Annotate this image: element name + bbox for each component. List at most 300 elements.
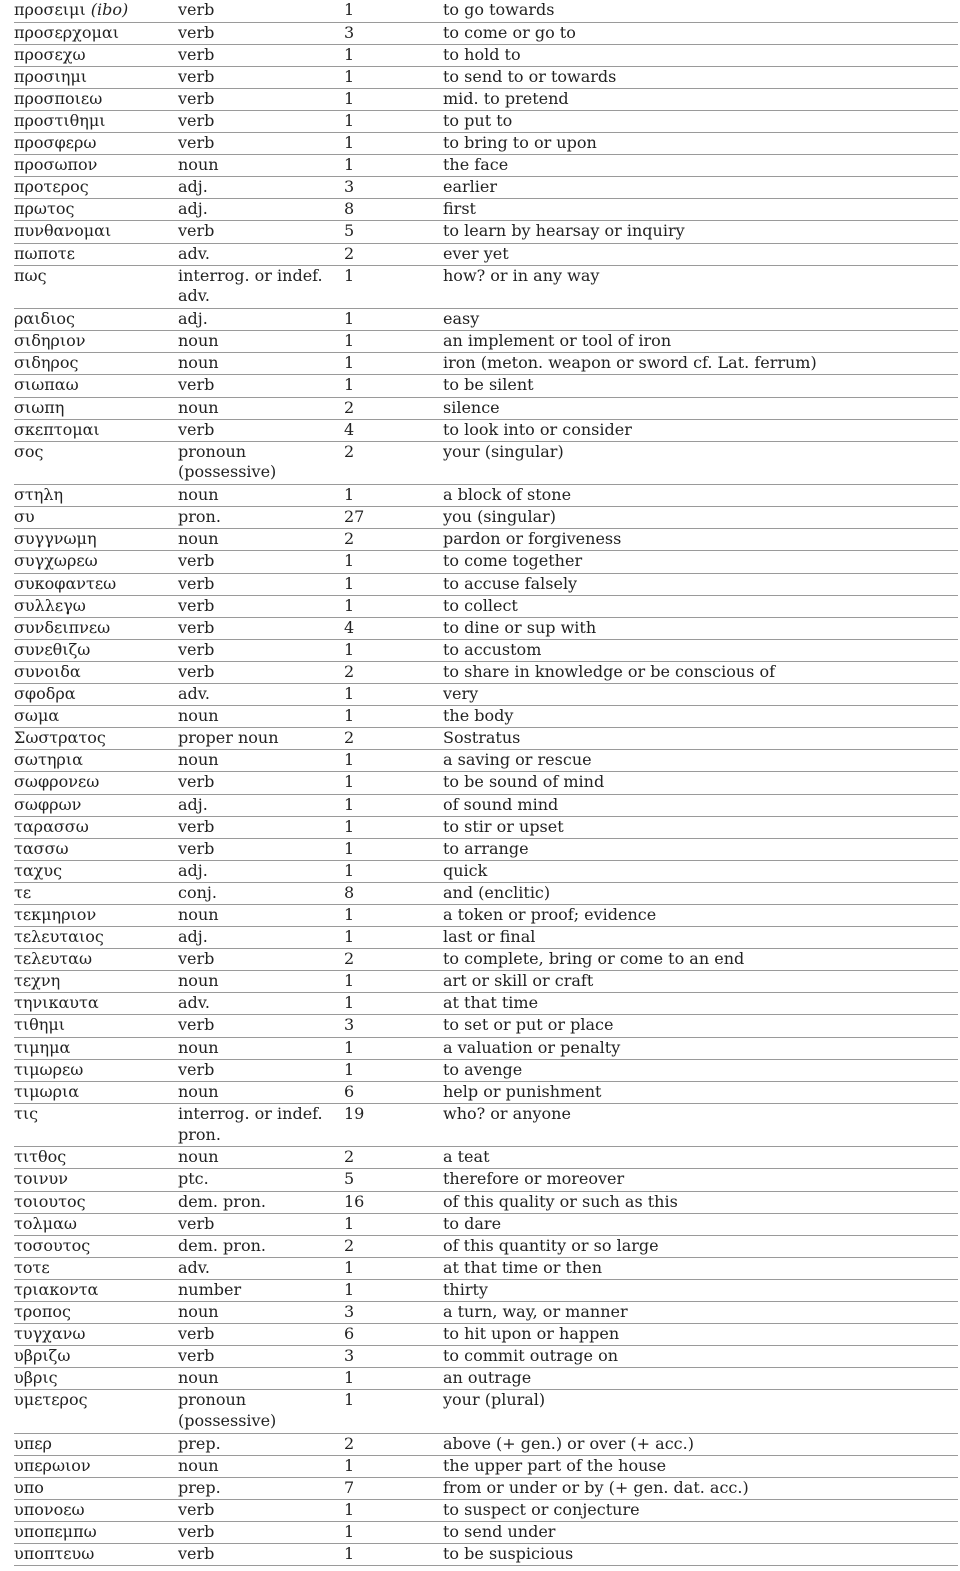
table-row (14, 375, 958, 397)
frequency-count: 1 (344, 684, 443, 706)
table-row (14, 639, 958, 661)
table-row (14, 177, 958, 199)
frequency-count: 1 (344, 1455, 443, 1477)
table-row (14, 1235, 958, 1257)
definition: of this quantity or so large (443, 1235, 958, 1257)
vocab-term: σιδηριον (14, 331, 178, 353)
frequency-count: 2 (344, 1235, 443, 1257)
table-row (14, 1324, 958, 1346)
frequency-count: 6 (344, 1324, 443, 1346)
frequency-count: 1 (344, 155, 443, 177)
vocab-term: τελευταω (14, 949, 178, 971)
part-of-speech: interrog. or indef. adv. (178, 265, 344, 309)
frequency-count: 2 (344, 243, 443, 265)
table-row (14, 419, 958, 441)
part-of-speech: noun (178, 155, 344, 177)
frequency-count: 1 (344, 595, 443, 617)
part-of-speech: verb (178, 419, 344, 441)
table-row (14, 1037, 958, 1059)
table-row (14, 1500, 958, 1522)
frequency-count: 2 (344, 661, 443, 683)
frequency-count: 1 (344, 772, 443, 794)
vocab-term: Σωστρατος (14, 728, 178, 750)
part-of-speech: verb (178, 816, 344, 838)
vocab-term: υπερωιον (14, 1455, 178, 1477)
table-row (14, 221, 958, 243)
vocab-term: προσωπον (14, 155, 178, 177)
table-row (14, 949, 958, 971)
part-of-speech: verb (178, 551, 344, 573)
definition: to send under (443, 1522, 958, 1544)
frequency-count: 2 (344, 441, 443, 485)
frequency-count: 1 (344, 1257, 443, 1279)
table-row (14, 397, 958, 419)
part-of-speech: verb (178, 595, 344, 617)
vocab-term: προστιθημι (14, 110, 178, 132)
vocab-term: τιμωρεω (14, 1059, 178, 1081)
table-row (14, 816, 958, 838)
vocab-term: πρωτος (14, 199, 178, 221)
vocab-term: σος (14, 441, 178, 485)
table-row (14, 529, 958, 551)
definition: easy (443, 309, 958, 331)
table-row (14, 684, 958, 706)
part-of-speech: verb (178, 1015, 344, 1037)
part-of-speech: verb (178, 573, 344, 595)
definition: pardon or forgiveness (443, 529, 958, 551)
frequency-count: 1 (344, 485, 443, 507)
part-of-speech: noun (178, 971, 344, 993)
frequency-count: 4 (344, 419, 443, 441)
definition: mid. to pretend (443, 88, 958, 110)
definition: Sostratus (443, 728, 958, 750)
part-of-speech: adj. (178, 309, 344, 331)
table-row (14, 904, 958, 926)
part-of-speech: adv. (178, 243, 344, 265)
definition: to collect (443, 595, 958, 617)
table-row (14, 1257, 958, 1279)
vocab-term: σωφρονεω (14, 772, 178, 794)
table-row (14, 838, 958, 860)
vocab-term: τιμωρια (14, 1081, 178, 1103)
table-row (14, 485, 958, 507)
definition: above (+ gen.) or over (+ acc.) (443, 1433, 958, 1455)
definition: a saving or rescue (443, 750, 958, 772)
vocab-term: τεκμηριον (14, 904, 178, 926)
vocab-term: τιθημι (14, 1015, 178, 1037)
frequency-count: 1 (344, 927, 443, 949)
definition: a turn, way, or manner (443, 1301, 958, 1323)
frequency-count: 1 (344, 816, 443, 838)
definition: from or under or by (+ gen. dat. acc.) (443, 1478, 958, 1500)
table-row (14, 133, 958, 155)
table-row (14, 573, 958, 595)
part-of-speech: pronoun (possessive) (178, 441, 344, 485)
definition: to stir or upset (443, 816, 958, 838)
frequency-count: 1 (344, 375, 443, 397)
part-of-speech: interrog. or indef. pron. (178, 1103, 344, 1147)
part-of-speech: adj. (178, 199, 344, 221)
vocab-term: συνοιδα (14, 661, 178, 683)
frequency-count: 1 (344, 309, 443, 331)
frequency-count: 1 (344, 1059, 443, 1081)
table-row (14, 860, 958, 882)
table-row (14, 551, 958, 573)
table-row (14, 66, 958, 88)
vocab-term: σφοδρα (14, 684, 178, 706)
part-of-speech: verb (178, 838, 344, 860)
part-of-speech: number (178, 1279, 344, 1301)
definition: silence (443, 397, 958, 419)
frequency-count: 5 (344, 1169, 443, 1191)
frequency-count: 1 (344, 838, 443, 860)
vocab-term: προτερος (14, 177, 178, 199)
definition: at that time or then (443, 1257, 958, 1279)
table-row (14, 507, 958, 529)
definition: an outrage (443, 1368, 958, 1390)
vocab-term: σκεπτομαι (14, 419, 178, 441)
vocab-term: τοιουτος (14, 1191, 178, 1213)
part-of-speech: prep. (178, 1478, 344, 1500)
vocab-term: τις (14, 1103, 178, 1147)
vocab-term: συγχωρεω (14, 551, 178, 573)
definition: to bring to or upon (443, 133, 958, 155)
table-row (14, 22, 958, 44)
table-row (14, 110, 958, 132)
vocab-term: σιδηρος (14, 353, 178, 375)
vocab-term: συ (14, 507, 178, 529)
table-row (14, 1103, 958, 1147)
table-row (14, 595, 958, 617)
definition: help or punishment (443, 1081, 958, 1103)
part-of-speech: verb (178, 1213, 344, 1235)
vocab-term: υβρις (14, 1368, 178, 1390)
vocab-term: ταχυς (14, 860, 178, 882)
vocab-term: υμετερος (14, 1390, 178, 1434)
vocab-term: υπονοεω (14, 1500, 178, 1522)
part-of-speech: verb (178, 66, 344, 88)
frequency-count: 1 (344, 1390, 443, 1434)
frequency-count: 1 (344, 66, 443, 88)
definition: first (443, 199, 958, 221)
frequency-count: 1 (344, 750, 443, 772)
table-row (14, 1213, 958, 1235)
vocab-term: πως (14, 265, 178, 309)
definition: to put to (443, 110, 958, 132)
vocab-term: υβριζω (14, 1346, 178, 1368)
vocab-term: τυγχανω (14, 1324, 178, 1346)
frequency-count: 1 (344, 1368, 443, 1390)
part-of-speech: verb (178, 949, 344, 971)
table-row (14, 993, 958, 1015)
vocab-term: σιωπη (14, 397, 178, 419)
definition: of sound mind (443, 794, 958, 816)
vocab-term: τηνικαυτα (14, 993, 178, 1015)
definition: an implement or tool of iron (443, 331, 958, 353)
part-of-speech: ptc. (178, 1169, 344, 1191)
frequency-count: 1 (344, 1500, 443, 1522)
definition: to share in knowledge or be conscious of (443, 661, 958, 683)
frequency-count: 1 (344, 1037, 443, 1059)
vocab-term: συγγνωμη (14, 529, 178, 551)
part-of-speech: verb (178, 1059, 344, 1081)
vocab-term: στηλη (14, 485, 178, 507)
table-row (14, 309, 958, 331)
table-row (14, 1433, 958, 1455)
frequency-count: 1 (344, 904, 443, 926)
part-of-speech: verb (178, 1346, 344, 1368)
definition: to avenge (443, 1059, 958, 1081)
frequency-count: 4 (344, 617, 443, 639)
vocab-term: συνδειπνεω (14, 617, 178, 639)
frequency-count: 1 (344, 794, 443, 816)
part-of-speech: verb (178, 375, 344, 397)
vocab-term: τοινυν (14, 1169, 178, 1191)
table-row (14, 1081, 958, 1103)
table-row (14, 441, 958, 485)
frequency-count: 2 (344, 397, 443, 419)
table-row (14, 1169, 958, 1191)
vocab-term: τιμημα (14, 1037, 178, 1059)
table-row (14, 1059, 958, 1081)
vocab-term: υπερ (14, 1433, 178, 1455)
table-row (14, 353, 958, 375)
table-row (14, 1478, 958, 1500)
table-row (14, 0, 958, 22)
frequency-count: 1 (344, 44, 443, 66)
table-row (14, 1455, 958, 1477)
vocab-term: τολμαω (14, 1213, 178, 1235)
vocab-term: σωφρων (14, 794, 178, 816)
frequency-count: 6 (344, 1081, 443, 1103)
definition: very (443, 684, 958, 706)
vocab-term: ραιδιος (14, 309, 178, 331)
definition: a valuation or penalty (443, 1037, 958, 1059)
definition: to accustom (443, 639, 958, 661)
table-row (14, 1191, 958, 1213)
table-row (14, 661, 958, 683)
part-of-speech: noun (178, 397, 344, 419)
vocab-term: τε (14, 882, 178, 904)
definition: earlier (443, 177, 958, 199)
definition: to arrange (443, 838, 958, 860)
vocab-term: συκοφαντεω (14, 573, 178, 595)
table-row (14, 1346, 958, 1368)
part-of-speech: noun (178, 904, 344, 926)
vocab-term: πυνθανομαι (14, 221, 178, 243)
part-of-speech: dem. pron. (178, 1191, 344, 1213)
vocab-term: συνεθιζω (14, 639, 178, 661)
part-of-speech: adj. (178, 860, 344, 882)
frequency-count: 3 (344, 177, 443, 199)
definition: to commit outrage on (443, 1346, 958, 1368)
part-of-speech: noun (178, 706, 344, 728)
definition: to send to or towards (443, 66, 958, 88)
part-of-speech: pron. (178, 507, 344, 529)
table-row (14, 1390, 958, 1434)
frequency-count: 1 (344, 1544, 443, 1566)
definition: thirty (443, 1279, 958, 1301)
table-row (14, 265, 958, 309)
frequency-count: 5 (344, 221, 443, 243)
table-row (14, 728, 958, 750)
part-of-speech: verb (178, 772, 344, 794)
table-row (14, 155, 958, 177)
part-of-speech: verb (178, 0, 344, 22)
vocab-term: προσποιεω (14, 88, 178, 110)
vocab-term: προσιημι (14, 66, 178, 88)
part-of-speech: noun (178, 529, 344, 551)
vocab-term: προσφερω (14, 133, 178, 155)
frequency-count: 19 (344, 1103, 443, 1147)
part-of-speech: verb (178, 221, 344, 243)
frequency-count: 1 (344, 1213, 443, 1235)
definition: who? or anyone (443, 1103, 958, 1147)
frequency-count: 1 (344, 1279, 443, 1301)
table-row (14, 772, 958, 794)
vocab-term: τροπος (14, 1301, 178, 1323)
definition: how? or in any way (443, 265, 958, 309)
definition: to accuse falsely (443, 573, 958, 595)
part-of-speech: adj. (178, 177, 344, 199)
frequency-count: 1 (344, 971, 443, 993)
frequency-count: 1 (344, 993, 443, 1015)
part-of-speech: noun (178, 750, 344, 772)
definition: to suspect or conjecture (443, 1500, 958, 1522)
part-of-speech: verb (178, 133, 344, 155)
table-row (14, 44, 958, 66)
table-row (14, 1522, 958, 1544)
part-of-speech: verb (178, 44, 344, 66)
frequency-count: 1 (344, 110, 443, 132)
definition: at that time (443, 993, 958, 1015)
definition: to come together (443, 551, 958, 573)
table-row (14, 1368, 958, 1390)
part-of-speech: verb (178, 22, 344, 44)
table-row (14, 331, 958, 353)
definition: to come or go to (443, 22, 958, 44)
definition: last or final (443, 927, 958, 949)
definition: iron (meton. weapon or sword cf. Lat. ferrum) (443, 353, 958, 375)
definition: quick (443, 860, 958, 882)
frequency-count: 1 (344, 860, 443, 882)
vocab-term: τοτε (14, 1257, 178, 1279)
definition: you (singular) (443, 507, 958, 529)
frequency-count: 1 (344, 573, 443, 595)
vocab-term: τεχνη (14, 971, 178, 993)
part-of-speech: noun (178, 1368, 344, 1390)
vocab-term: τασσω (14, 838, 178, 860)
part-of-speech: noun (178, 485, 344, 507)
definition: to hold to (443, 44, 958, 66)
table-row (14, 882, 958, 904)
definition: therefore or moreover (443, 1169, 958, 1191)
part-of-speech: noun (178, 1037, 344, 1059)
frequency-count: 3 (344, 22, 443, 44)
frequency-count: 1 (344, 706, 443, 728)
definition: ever yet (443, 243, 958, 265)
part-of-speech: dem. pron. (178, 1235, 344, 1257)
definition: to hit upon or happen (443, 1324, 958, 1346)
table-row (14, 199, 958, 221)
vocab-term: προσερχομαι (14, 22, 178, 44)
part-of-speech: noun (178, 1301, 344, 1323)
definition: the upper part of the house (443, 1455, 958, 1477)
frequency-count: 1 (344, 0, 443, 22)
frequency-count: 1 (344, 265, 443, 309)
definition: a block of stone (443, 485, 958, 507)
part-of-speech: adv. (178, 993, 344, 1015)
definition: to be suspicious (443, 1544, 958, 1566)
part-of-speech: adv. (178, 1257, 344, 1279)
part-of-speech: verb (178, 617, 344, 639)
vocab-term: τοσουτος (14, 1235, 178, 1257)
table-row (14, 1015, 958, 1037)
part-of-speech: noun (178, 1147, 344, 1169)
vocab-term: σωτηρια (14, 750, 178, 772)
vocabulary-table-body (14, 0, 958, 1566)
vocab-term: τιτθος (14, 1147, 178, 1169)
vocab-term: υποπεμπω (14, 1522, 178, 1544)
definition: to be silent (443, 375, 958, 397)
frequency-count: 1 (344, 1522, 443, 1544)
part-of-speech: verb (178, 1500, 344, 1522)
table-row (14, 750, 958, 772)
part-of-speech: adj. (178, 927, 344, 949)
definition: to dare (443, 1213, 958, 1235)
part-of-speech: verb (178, 1544, 344, 1566)
table-row (14, 927, 958, 949)
definition: a token or proof; evidence (443, 904, 958, 926)
frequency-count: 2 (344, 1433, 443, 1455)
vocabulary-table (14, 0, 958, 1566)
part-of-speech: verb (178, 661, 344, 683)
vocab-term: σιωπαω (14, 375, 178, 397)
part-of-speech: verb (178, 639, 344, 661)
table-row (14, 1147, 958, 1169)
definition: art or skill or craft (443, 971, 958, 993)
table-row (14, 88, 958, 110)
frequency-count: 8 (344, 882, 443, 904)
part-of-speech: noun (178, 353, 344, 375)
frequency-count: 7 (344, 1478, 443, 1500)
part-of-speech: pronoun (possessive) (178, 1390, 344, 1434)
frequency-count: 1 (344, 639, 443, 661)
vocab-term: υπο (14, 1478, 178, 1500)
vocab-term: προσειμι (ibo) (14, 0, 178, 22)
definition: to complete, bring or come to an end (443, 949, 958, 971)
definition: and (enclitic) (443, 882, 958, 904)
part-of-speech: verb (178, 110, 344, 132)
frequency-count: 1 (344, 331, 443, 353)
definition: of this quality or such as this (443, 1191, 958, 1213)
table-row (14, 243, 958, 265)
definition: to be sound of mind (443, 772, 958, 794)
definition: the body (443, 706, 958, 728)
vocab-term: τελευταιος (14, 927, 178, 949)
part-of-speech: proper noun (178, 728, 344, 750)
frequency-count: 3 (344, 1015, 443, 1037)
definition: a teat (443, 1147, 958, 1169)
part-of-speech: noun (178, 1081, 344, 1103)
part-of-speech: noun (178, 1455, 344, 1477)
part-of-speech: verb (178, 88, 344, 110)
vocab-term: σωμα (14, 706, 178, 728)
table-row (14, 706, 958, 728)
frequency-count: 2 (344, 1147, 443, 1169)
table-row (14, 1279, 958, 1301)
vocab-term: ταρασσω (14, 816, 178, 838)
